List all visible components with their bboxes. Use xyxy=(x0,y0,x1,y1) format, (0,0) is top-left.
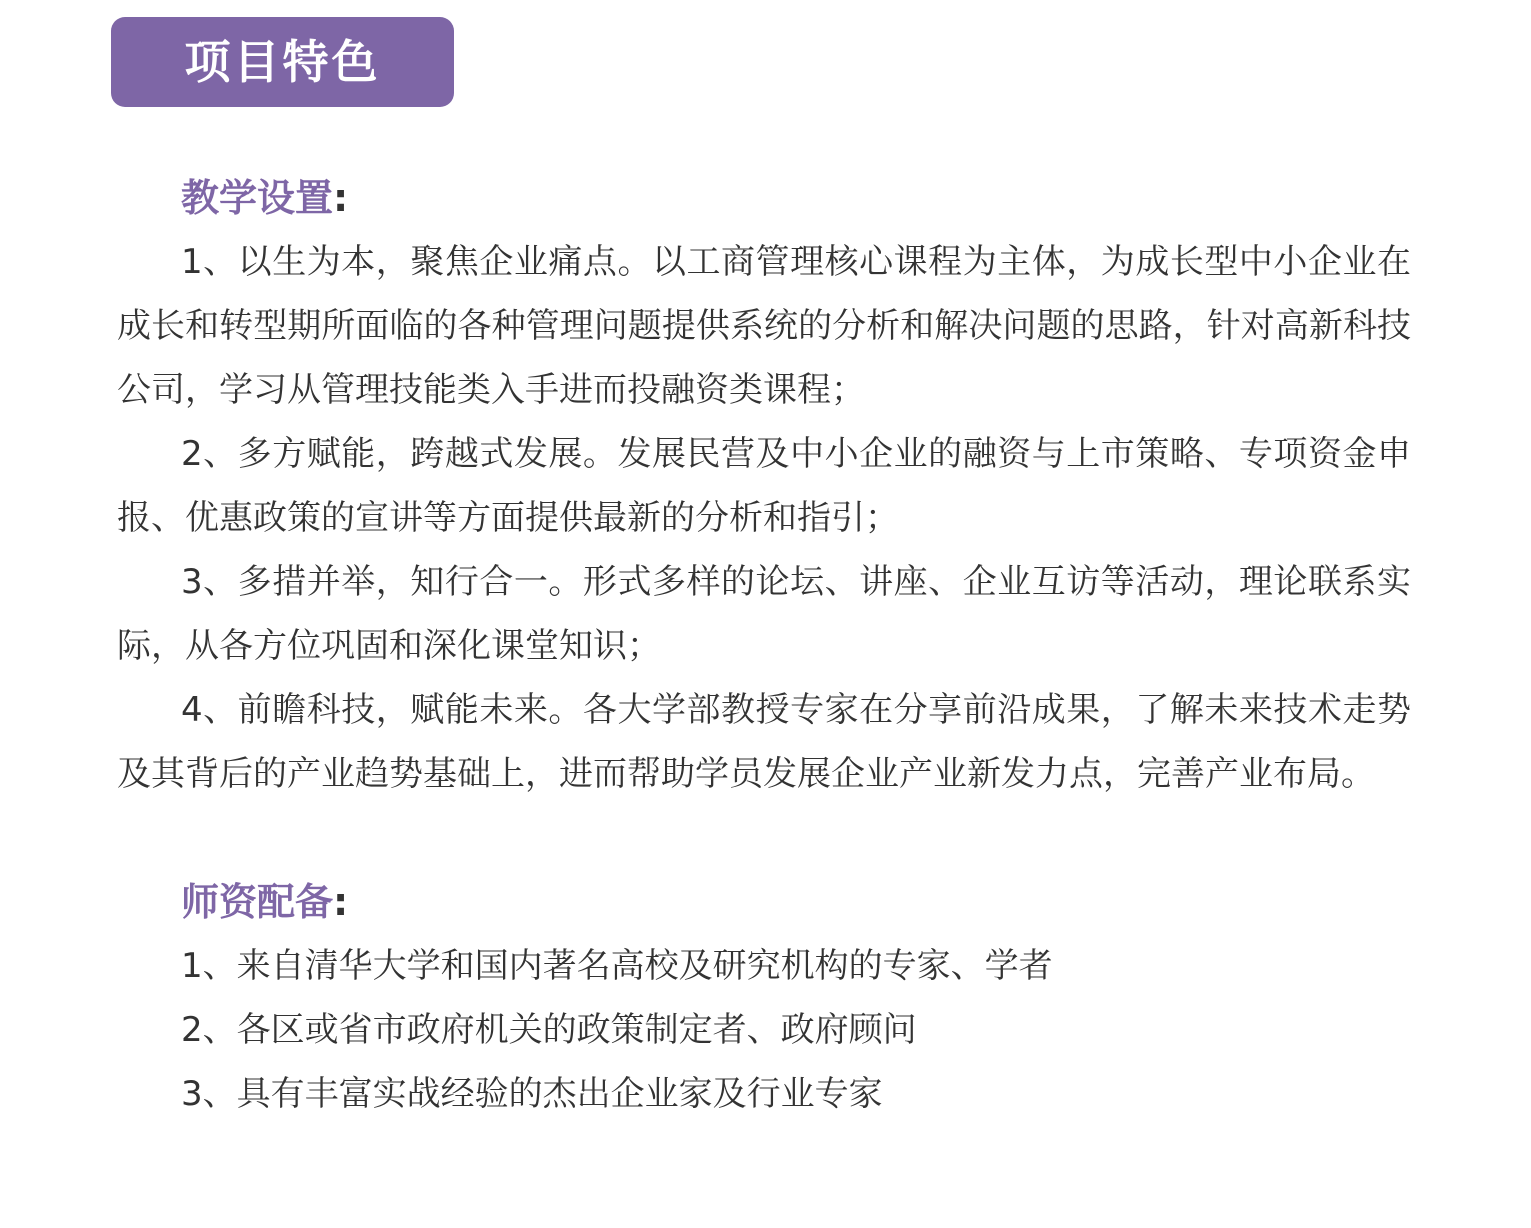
teaching-item-1: 1、以生为本，聚焦企业痛点。以工商管理核心课程为主体，为成长型中小企业在成长和转型期所面临的各种管理问题提供系统的分析和解决问题的思路，针对高新科技公司，学习从管理技能类入手进而投融资类课程； xyxy=(117,242,1411,410)
faculty-heading xyxy=(117,870,1411,934)
teaching-item-3: 3、多措并举，知行合一。形式多样的论坛、讲座、企业互访等活动，理论联系实际，从各方位巩固和深化课堂知识； xyxy=(117,562,1411,666)
faculty-item-3: 3、具有丰富实战经验的杰出企业家及行业专家 xyxy=(181,1074,883,1114)
teaching-item-4: 4、前瞻科技，赋能未来。各大学部教授专家在分享前沿成果，了解未来技术走势及其背后的产业趋势基础上，进而帮助学员发展企业产业新发力点，完善产业布局。 xyxy=(117,690,1411,794)
section-spacer xyxy=(117,806,1411,870)
section-header-title: 项目特色 xyxy=(184,35,381,89)
main-content xyxy=(117,166,1411,1126)
faculty-item-2: 2、各区或省市政府机关的政策制定者、政府顾问 xyxy=(181,1010,917,1050)
teaching-heading xyxy=(117,166,1411,230)
faculty-item-1: 1、来自清华大学和国内著名高校及研究机构的专家、学者 xyxy=(181,946,1053,986)
faculty-heading-colon: : xyxy=(333,880,349,924)
teaching-heading-text: 教学设置 xyxy=(181,176,334,220)
faculty-heading-text: 师资配备 xyxy=(181,880,334,924)
teaching-heading-colon: : xyxy=(333,176,349,220)
section-header-badge xyxy=(111,17,454,107)
teaching-item-2: 2、多方赋能，跨越式发展。发展民营及中小企业的融资与上市策略、专项资金申报、优惠政策的宣讲等方面提供最新的分析和指引； xyxy=(117,434,1411,538)
